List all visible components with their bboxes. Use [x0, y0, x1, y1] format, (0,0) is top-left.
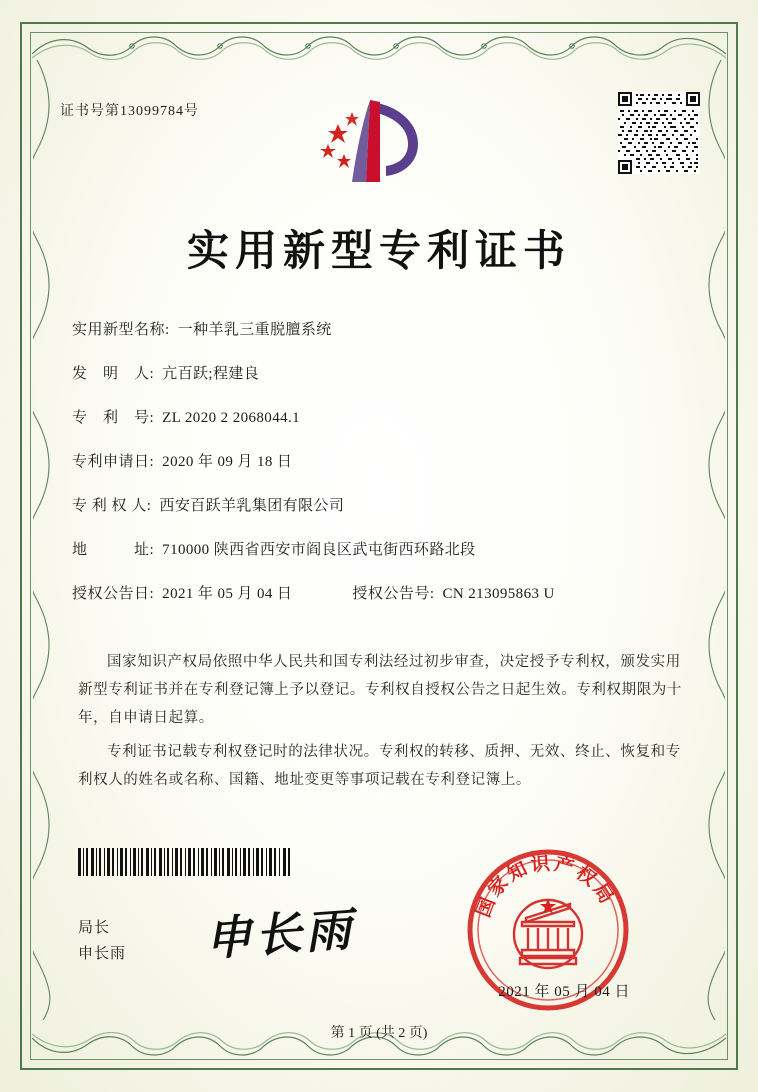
body-text — [78, 648, 686, 800]
page-title: 实用新型专利证书 — [186, 226, 571, 275]
seal-date: 2021 年 05 月 04 日 — [498, 984, 630, 1000]
field-list — [72, 318, 686, 626]
barcode — [78, 848, 290, 876]
field-row-name — [72, 318, 686, 339]
field-label-patent-no: 专 利 号: — [72, 410, 155, 426]
field-value-patent-no: ZL 2020 2 2068044.1 — [162, 410, 301, 426]
svg-text:国家知识产权局: 国家知识产权局 — [472, 852, 619, 921]
field-label-announce-date: 授权公告日: — [72, 586, 155, 602]
body-paragraph-1: 国家知识产权局依照中华人民共和国专利法经过初步审查，决定授予专利权，颁发实用新型专利证书并在专利登记簿上予以登记。专利权自授权公告之日起生效。专利权期限为十年，自申请日起算。 — [78, 654, 682, 726]
body-paragraph-2: 专利证书记载专利权登记时的法律状况。专利权的转移、质押、无效、终止、恢复和专利权人的姓名或名称、国籍、地址变更等事项记载在专利登记簿上。 — [78, 744, 681, 788]
qr-code-icon — [618, 92, 700, 174]
director-name-label: 申长雨 — [78, 946, 127, 962]
field-row-patent-no — [72, 406, 686, 427]
signature-block — [78, 915, 126, 967]
field-value-announce-date: 2021 年 05 月 04 日 — [162, 586, 293, 602]
ornament-top — [32, 34, 726, 60]
field-value-application-date: 2020 年 09 月 18 日 — [162, 454, 293, 470]
field-label-announce-no: 授权公告号: — [352, 586, 435, 602]
page-indicator: 第 1 页 (共 2 页) — [330, 1026, 428, 1041]
field-value-address: 710000 陕西省西安市阎良区武屯街西环路北段 — [162, 542, 476, 558]
field-row-announcement — [72, 582, 686, 603]
patent-office-logo-icon — [314, 96, 444, 188]
director-title-label: 局长 — [78, 920, 111, 936]
field-row-application-date — [72, 450, 686, 471]
field-value-patentee: 西安百跃羊乳集团有限公司 — [159, 498, 345, 514]
field-label-application-date: 专利申请日: — [72, 454, 155, 470]
certificate-number: 证书号第13099784号 — [60, 104, 199, 119]
field-value-inventor: 亢百跃;程建良 — [162, 366, 260, 382]
field-row-inventor — [72, 362, 686, 383]
field-label-inventor: 发 明 人: — [72, 366, 155, 382]
ornament-right — [703, 60, 725, 1032]
field-value-announce-no: CN 213095863 U — [442, 586, 555, 602]
field-label-address: 地 址: — [72, 542, 155, 558]
field-value-name: 一种羊乳三重脱膻系统 — [177, 322, 332, 338]
field-label-patentee: 专 利 权 人: — [72, 498, 152, 514]
field-label-name: 实用新型名称: — [72, 322, 170, 338]
field-row-address — [72, 538, 686, 559]
ornament-left — [33, 60, 55, 1032]
handwritten-signature: 申长雨 — [203, 901, 357, 967]
field-row-patentee — [72, 494, 686, 515]
